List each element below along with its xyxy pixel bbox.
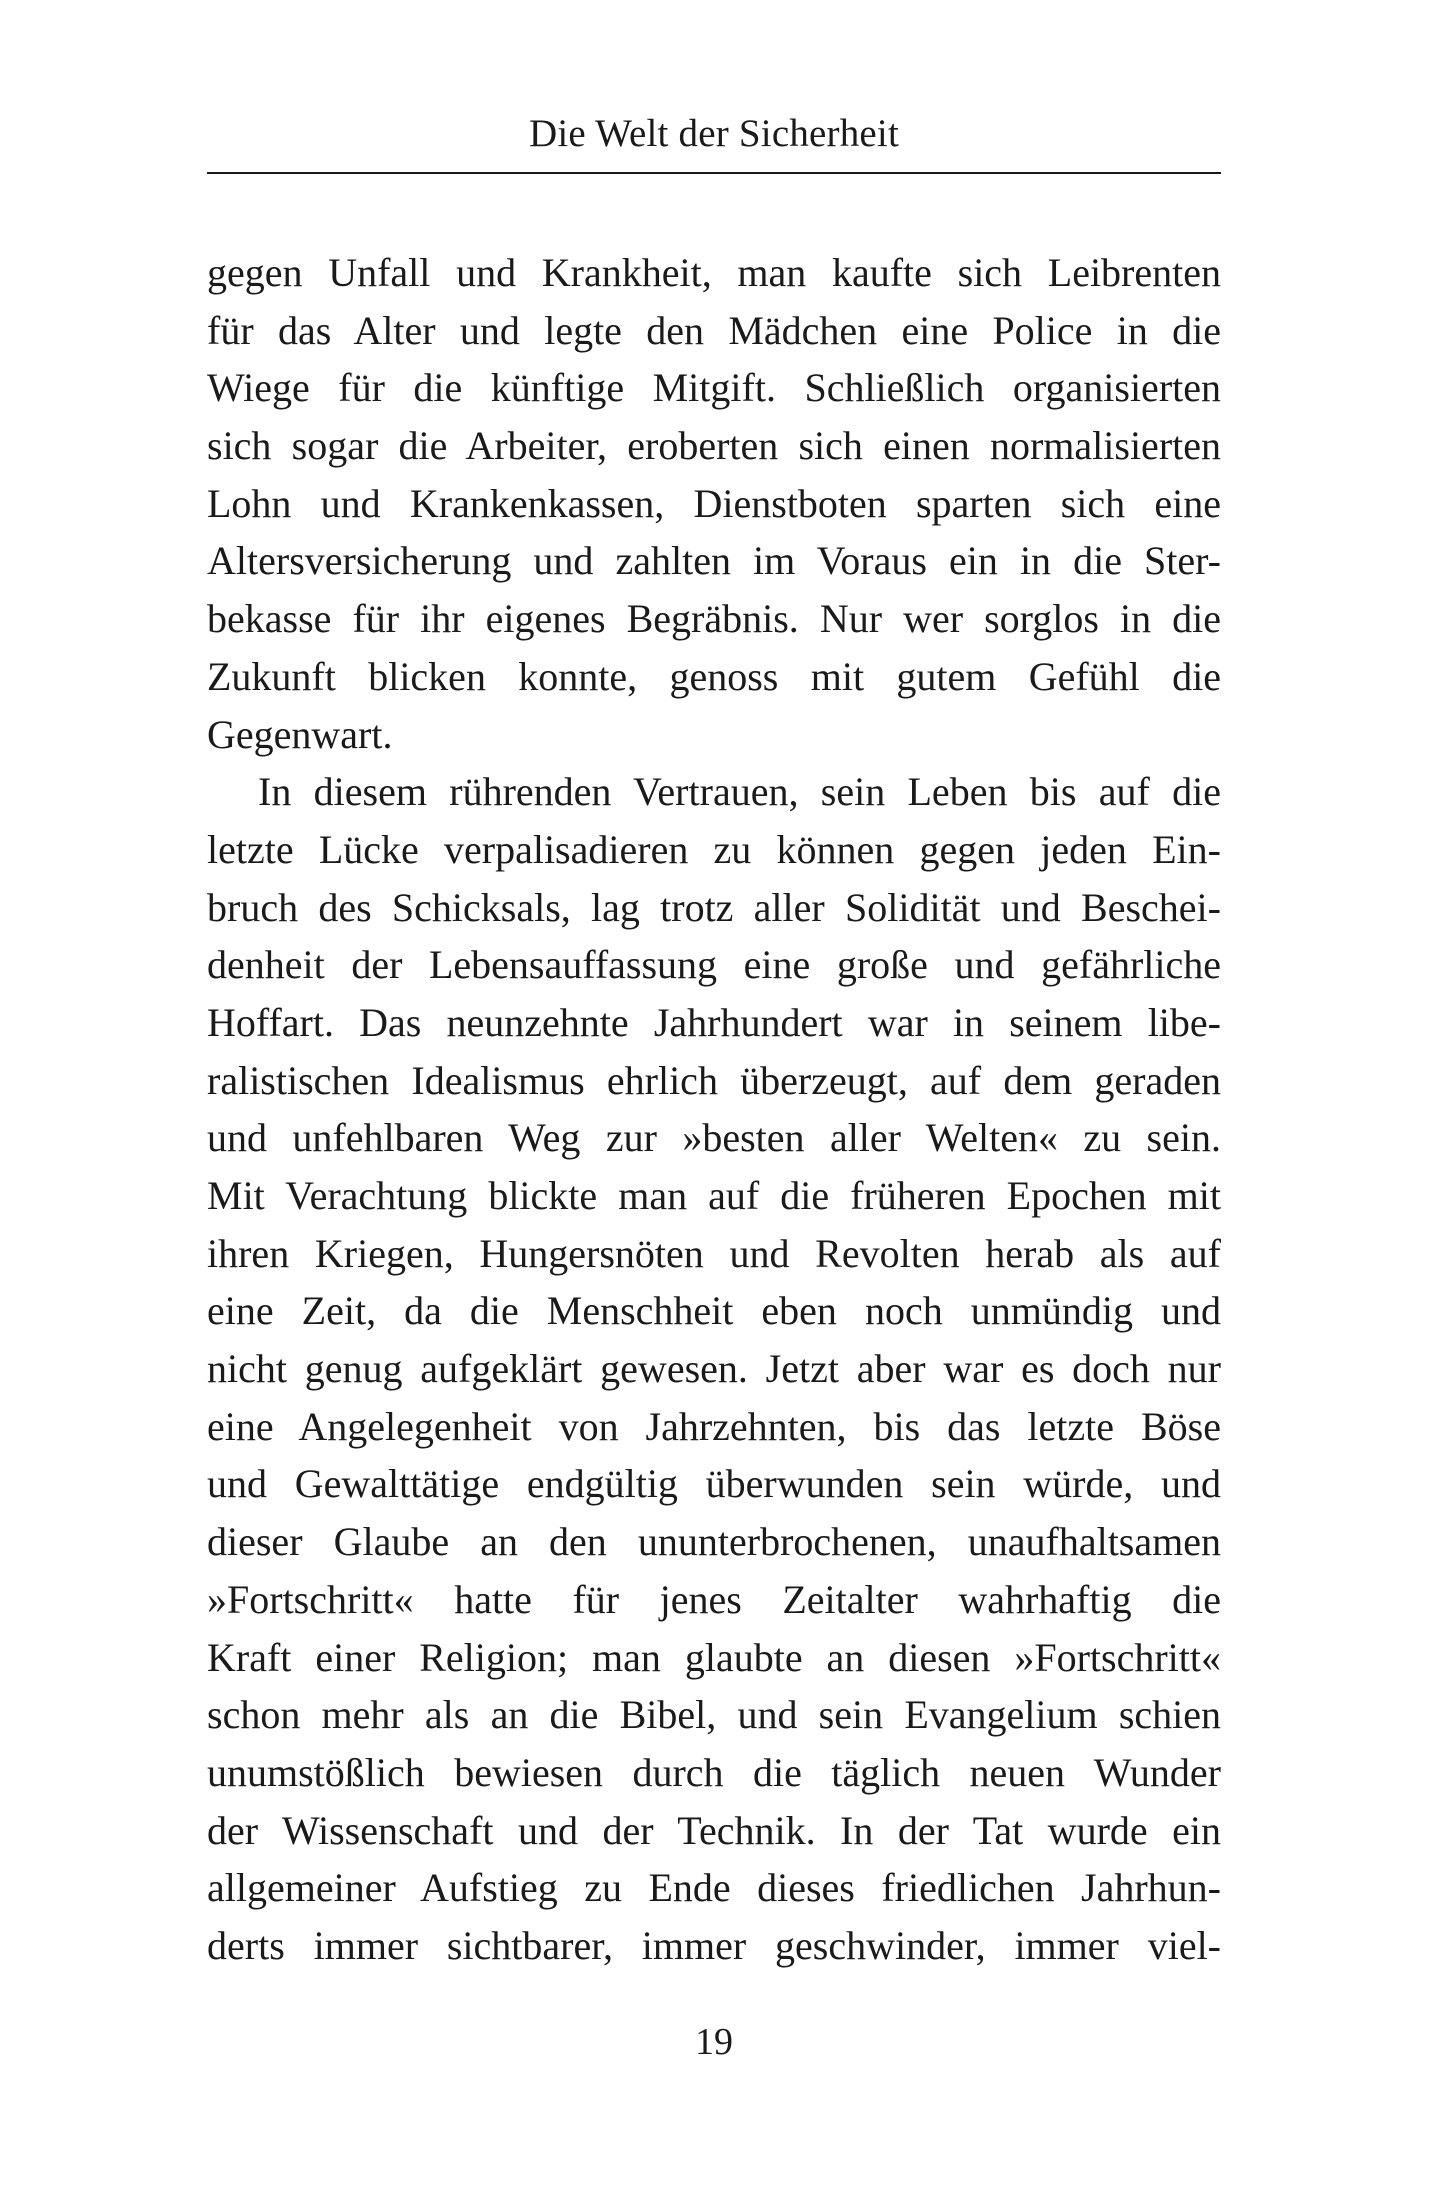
text-line: In diesem rührenden Vertrauen, sein Leben bis auf die xyxy=(258,769,1221,815)
running-head: Die Welt der Sicherheit xyxy=(528,112,900,155)
text-line: derts immer sichtbarer, immer geschwinder, immer viel- xyxy=(207,1922,1221,1968)
text-line: bekasse für ihr eigenes Begräbnis. Nur wer sorglos in die xyxy=(207,596,1221,642)
text-line: letzte Lücke verpalisadieren zu können gegen jeden Ein- xyxy=(207,826,1221,872)
text-line: sich sogar die Arbeiter, eroberten sich einen normalisierten xyxy=(207,423,1221,469)
text-line: eine Angelegenheit von Jahrzehnten, bis das letzte Böse xyxy=(207,1403,1221,1449)
text-line: Mit Verachtung blickte man auf die früheren Epochen mit xyxy=(207,1173,1221,1218)
text-line: Zukunft blicken konnte, genoss mit gutem Gefühl die xyxy=(207,653,1221,699)
text-line: Kraft einer Religion; man glaubte an diesen »Fortschritt« xyxy=(207,1634,1221,1680)
page-number: 19 xyxy=(695,2021,733,2063)
text-line: Gegenwart. xyxy=(207,711,393,757)
text-line: und unfehlbaren Weg zur »besten aller Welten« zu sein. xyxy=(207,1115,1221,1161)
text-line: eine Zeit, da die Menschheit eben noch unmündig und xyxy=(207,1288,1221,1334)
text-line: schon mehr als an die Bibel, und sein Evangelium schien xyxy=(207,1692,1221,1738)
text-line: und Gewalttätige endgültig überwunden sein würde, und xyxy=(207,1461,1221,1507)
text-line: Lohn und Krankenkassen, Dienstboten sparten sich eine xyxy=(207,480,1221,526)
text-line: bruch des Schicksals, lag trotz aller Solidität und Beschei- xyxy=(207,884,1221,930)
text-line: Wiege für die künftige Mitgift. Schließlich organisierten xyxy=(207,365,1221,411)
paragraph-2 xyxy=(207,763,1221,1974)
text-line: nicht genug aufgeklärt gewesen. Jetzt aber war es doch nur xyxy=(207,1346,1221,1392)
text-line: unumstößlich bewiesen durch die täglich neuen Wunder xyxy=(207,1749,1221,1795)
text-line: ralistischen Idealismus ehrlich überzeugt, auf dem geraden xyxy=(207,1057,1221,1103)
text-line: ihren Kriegen, Hungersnöten und Revolten herab als auf xyxy=(207,1230,1221,1276)
text-line: dieser Glaube an den ununterbrochenen, unaufhaltsamen xyxy=(207,1519,1221,1565)
text-line: für das Alter und legte den Mädchen eine Police in die xyxy=(207,307,1221,353)
text-line: Hoffart. Das neunzehnte Jahrhundert war in seinem libe- xyxy=(207,999,1221,1045)
text-line: denheit der Lebensauffassung eine große und gefährliche xyxy=(207,942,1221,988)
text-line: gegen Unfall und Krankheit, man kaufte sich Leibrenten xyxy=(207,250,1221,295)
body-text xyxy=(207,244,1221,1975)
paragraph-1 xyxy=(207,244,1221,763)
text-line: allgemeiner Aufstieg zu Ende dieses friedlichen Jahrhun- xyxy=(207,1865,1221,1911)
text-line: Altersversicherung und zahlten im Voraus ein in die Ster- xyxy=(207,538,1221,584)
text-line: »Fortschritt« hatte für jenes Zeitalter wahrhaftig die xyxy=(207,1576,1221,1622)
header-rule xyxy=(207,172,1221,174)
text-line: der Wissenschaft und der Technik. In der Tat wurde ein xyxy=(207,1807,1221,1853)
